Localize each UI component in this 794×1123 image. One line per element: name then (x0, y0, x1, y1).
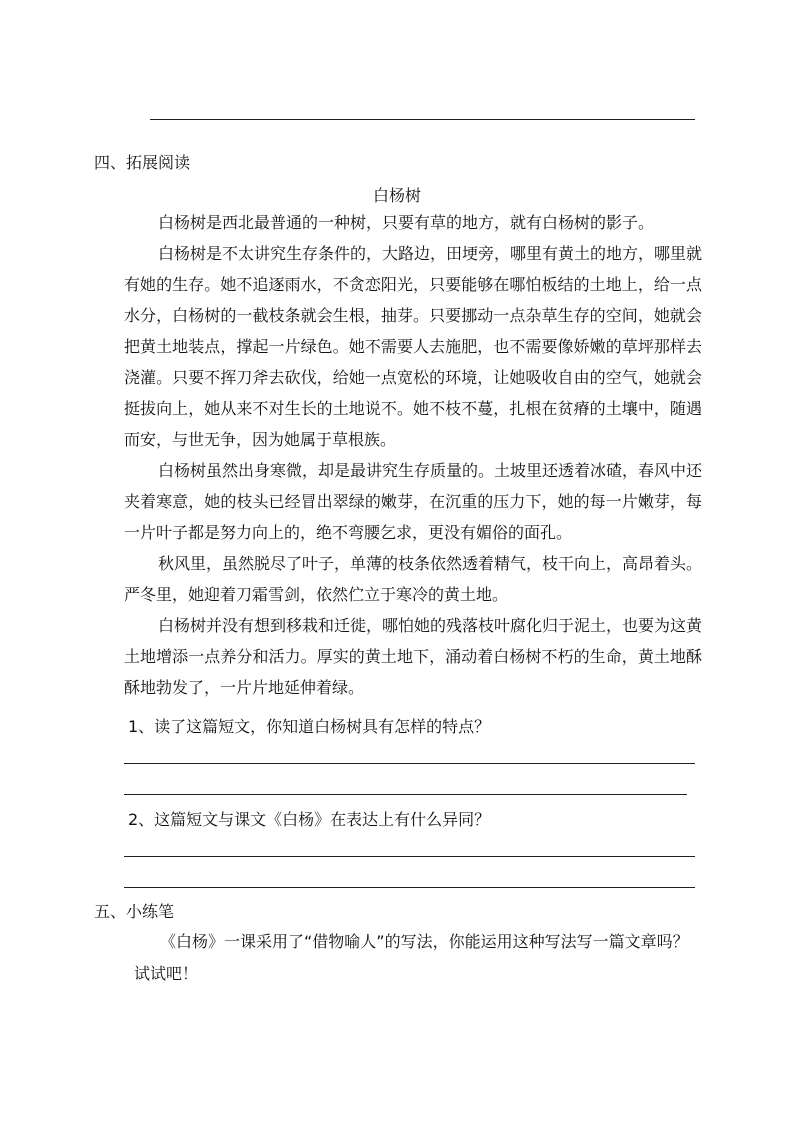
passage-paragraph: 白杨树是不太讲究生存条件的，大路边，田埂旁，哪里有黄土的地方，哪里就有她的生存。她不追逐雨水，不贪恋阳光，只要能够在哪怕板结的土地上，给一点水分，白杨树的一截枝条就会生根，抽芽。只要挪动一点杂草生存的空间，她就会把黄土地装点，撑起一片绿色。她不需要人去施肥，也不需要像娇嫩的草坪那样去浇灌。只要不挥刀斧去砍伐，给她一点宽松的环境，让她吸收自由的空气，她就会挺拔向上，她从来不对生长的土地说不。她不枝不蔓，扎根在贫瘠的土壤中，随遇而安，与世无争，因为她属于草根族。 (124, 244, 703, 449)
answer-line[interactable] (124, 794, 687, 795)
passage-title: 白杨树 (372, 186, 421, 205)
passage-paragraph: 秋风里，虽然脱尽了叶子，单薄的枝条依然透着精气，枝干向上，高昂着头。严冬里，她迎着刀霜雪剑，依然伫立于寒冷的黄土地。 (124, 554, 703, 604)
question-1: 1、读了这篇短文，你知道白杨树具有怎样的特点？ (128, 717, 491, 736)
passage-paragraph: 白杨树虽然出身寒微，却是最讲究生存质量的。土坡里还透着冰碴，春风中还夹着寒意，她的枝头已经冒出翠绿的嫩芽，在沉重的压力下，她的每一片嫩芽，每一片叶子都是努力向上的，绝不弯腰乞求，更没有媚俗的面孔。 (124, 461, 703, 542)
answer-line[interactable] (150, 119, 695, 120)
passage-paragraph: 白杨树并没有想到移栽和迁徙，哪怕她的残落枝叶腐化归于泥土，也要为这黄土地增添一点养分和活力。厚实的黄土地下，涌动着白杨树不朽的生命，黄土地酥酥地勃发了，一片片地延伸着绿。 (124, 616, 703, 697)
answer-line[interactable] (124, 763, 695, 764)
answer-line[interactable] (124, 887, 695, 888)
section-heading-extended-reading: 四、拓展阅读 (94, 153, 191, 172)
answer-line[interactable] (124, 856, 695, 857)
passage-paragraph: 白杨树是西北最普通的一种树，只要有草的地方，就有白杨树的影子。 (158, 213, 655, 232)
section-heading-writing-practice: 五、小练笔 (94, 902, 175, 921)
writing-prompt: 《白杨》一课采用了“借物喻人”的写法，你能运用这种写法写一篇文章吗？试试吧！ (134, 932, 689, 983)
question-2: 2、这篇短文与课文《白杨》在表达上有什么异同？ (128, 810, 491, 829)
reading-passage (124, 207, 702, 703)
